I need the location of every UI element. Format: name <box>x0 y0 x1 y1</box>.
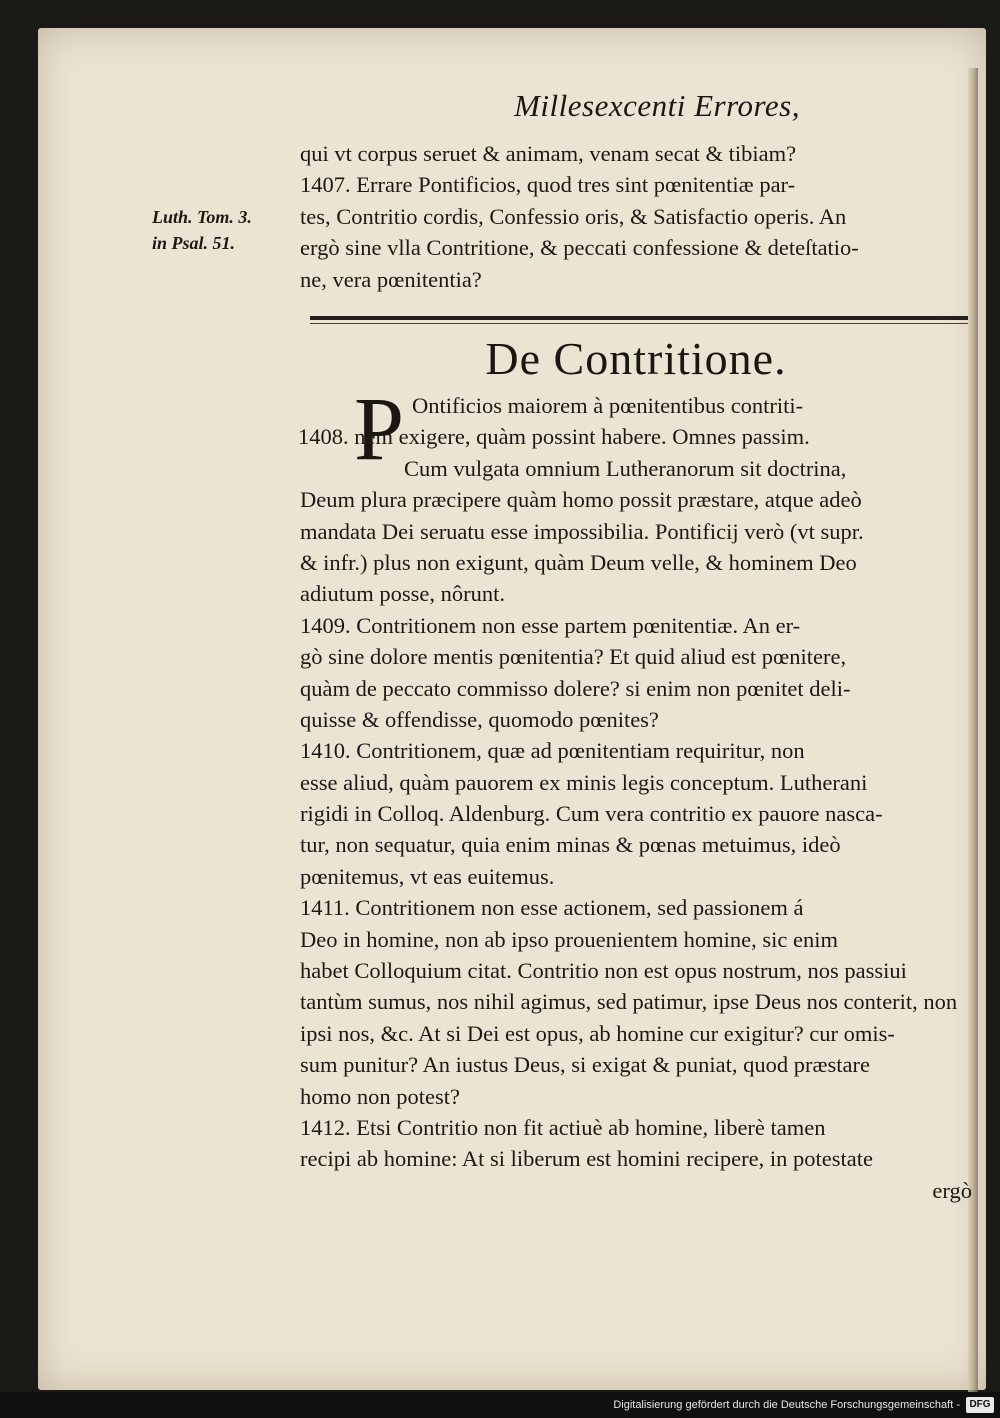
text-line: tur, non sequatur, quia enim minas & pœnas metuimus, ideò <box>300 832 841 858</box>
text-line: tantùm sumus, nos nihil agimus, sed patimur, ipse Deus nos conterit, non <box>300 989 958 1015</box>
digitization-footer <box>0 1392 1000 1418</box>
text-line: quisse & offendisse, quomodo pœnites? <box>300 706 659 732</box>
text-line: recipi ab homine: At si liberum est homini recipere, in potestate <box>300 1146 873 1172</box>
text-line: 1407. Errare Pontificios, quod tres sint pœnitentiæ par- <box>300 172 796 198</box>
running-head: Millesexcenti Errores, <box>514 88 800 123</box>
text-line: Cum vulgata omnium Lutheranorum sit doctrina, <box>404 455 847 481</box>
section-rule-thin <box>310 323 968 324</box>
text-line: homo non potest? <box>300 1083 460 1109</box>
text-line: adiutum posse, nôrunt. <box>300 581 505 607</box>
main-text-block <box>300 390 972 1206</box>
text-line: & infr.) plus non exigunt, quàm Deum velle, & hominem Deo <box>300 549 857 575</box>
text-line: Deum plura præcipere quàm homo possit præstare, atque adeò <box>300 487 862 513</box>
footer-credit: Digitalisierung gefördert durch die Deutsche Forschungsgemeinschaft - <box>613 1399 960 1411</box>
text-line: 1409. Contritionem non esse partem pœnitentiæ. An er- <box>300 612 801 638</box>
marginal-note-line: in Psal. 51. <box>152 233 236 253</box>
text-line: sum punitur? An iustus Deus, si exigat & puniat, quod præstare <box>300 1052 870 1078</box>
text-line: 1410. Contritionem, quæ ad pœnitentiam requiritur, non <box>300 738 805 764</box>
text-line: ipsi nos, &c. At si Dei est opus, ab homine cur exigitur? cur omis- <box>300 1020 895 1046</box>
marginal-note <box>152 204 292 256</box>
section-title: De Contritione. <box>485 333 787 384</box>
text-line: rigidi in Colloq. Aldenburg. Cum vera contritio ex pauore nasca- <box>300 801 883 827</box>
text-line: gò sine dolore mentis pœnitentia? Et quid aliud est pœnitere, <box>300 644 847 670</box>
text-line: ne, vera pœnitentia? <box>300 266 482 292</box>
text-line: 1411. Contritionem non esse actionem, sed passionem á <box>300 895 804 921</box>
text-line: qui vt corpus seruet & animam, venam secat & tibiam? <box>300 141 797 166</box>
catchword: ergò <box>932 1177 972 1203</box>
drop-capital: P <box>354 380 405 479</box>
text-line: quàm de peccato commisso dolere? si enim non pœnitet deli- <box>300 675 851 701</box>
text-line: Ontificios maiorem à pœnitentibus contriti- <box>412 393 804 418</box>
text-line: habet Colloquium citat. Contritio non est opus nostrum, nos passiui <box>300 958 907 984</box>
text-line: mandata Dei seruatu esse impossibilia. Pontificij verò (vt supr. <box>300 518 864 544</box>
text-line: ergò sine vlla Contritione, & peccati confessione & deteſtatio- <box>300 235 859 261</box>
text-line: Deo in homine, non ab ipso prouenientem homine, sic enim <box>300 926 839 952</box>
dfg-logo: DFG <box>966 1397 994 1413</box>
section-rule <box>310 316 968 320</box>
text-line: esse aliud, quàm pauorem ex minis legis conceptum. Lutherani <box>300 769 868 795</box>
text-line: 1408. nem exigere, quàm possint habere. Omnes passim. <box>298 424 810 450</box>
marginal-note-line: Luth. Tom. 3. <box>152 207 252 227</box>
text-line: 1412. Etsi Contritio non fit actiuè ab homine, liberè tamen <box>300 1114 826 1140</box>
text-line: tes, Contritio cordis, Confessio oris, & Satisfactio operis. An <box>300 203 847 229</box>
top-text-block <box>300 138 972 295</box>
text-line: pœnitemus, vt eas euitemus. <box>300 863 555 889</box>
